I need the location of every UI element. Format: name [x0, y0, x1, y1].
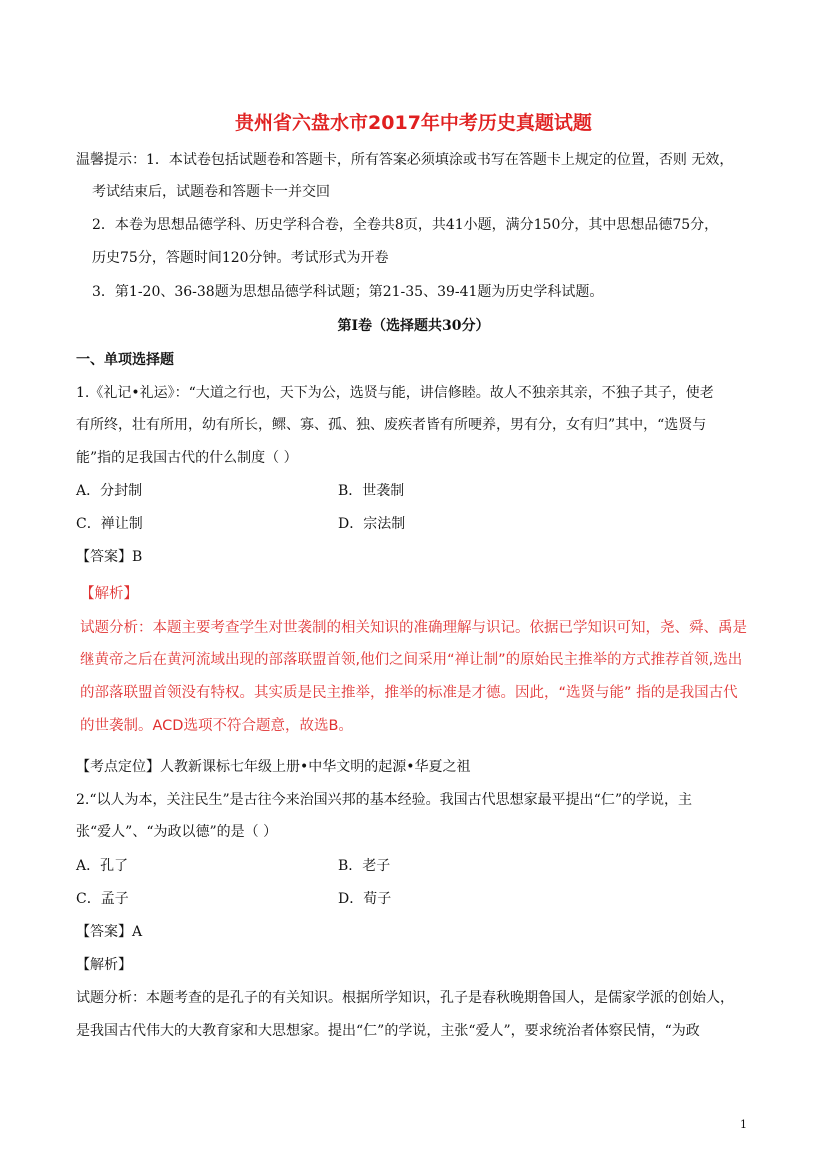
q1-option-a: A．分封制: [76, 483, 143, 499]
q2-stem-line-1: 2.“以人为本，关注民生”是古往今来治国兴邦的基本经验。我国古代思想家最平提出“仁”的学说，主: [76, 792, 692, 808]
q2-analysis-line-2: 是我国古代伟大的大教育家和大思想家。提出“仁”的学说，主张“爱人”，要求统治者体察民情，“为政: [76, 1023, 700, 1039]
q1-key-point: 【考点定位】人教新课标七年级上册•中华文明的起源•华夏之祖: [76, 759, 471, 775]
notice-line-5: 3．第1-20、36-38题为思想品德学科试题；第21-35、39-41题为历史学科试题。: [92, 284, 604, 300]
q2-option-c: C．孟子: [76, 891, 129, 907]
q1-analysis-line-4: 的世袭制。ACD选项不符合题意，故选B。: [80, 718, 353, 734]
q1-analysis-line-2: 继黄帝之后在黄河流域出现的部落联盟首领,他们之间采用“禅让制”的原始民主推举的方式推荐首领,选出: [80, 652, 743, 668]
document-title: 贵州省六盘水市2017年中考历史真题试题: [235, 112, 592, 134]
part-heading: 第I卷（选择题共30分）: [337, 318, 490, 334]
notice-line-1: 温馨提示：1．本试卷包括试题卷和答题卡，所有答案必须填涂或书写在答题卡上规定的位置，否则 无效，: [76, 152, 734, 168]
q1-option-d: D．宗法制: [338, 516, 406, 532]
q2-stem-line-2: 张“爱人”、“为政以德”的是（ ）: [76, 824, 278, 840]
page-number: 1: [740, 1118, 747, 1131]
q2-option-d: D．荀子: [338, 891, 392, 907]
notice-line-4: 历史75分，答题时间120分钟。考试形式为开卷: [92, 250, 389, 266]
q1-analysis-line-1: 试题分析：本题主要考查学生对世袭制的相关知识的准确理解与识记。依据已学知识可知，尧、舜、禹是: [80, 620, 747, 636]
q2-analysis-line-1: 试题分析：本题考查的是孔子的有关知识。根据所学知识，孔子是春秋晚期鲁国人，是儒家学派的创始人，: [76, 990, 734, 1006]
q1-analysis-label: 【解析】: [80, 586, 138, 602]
section-heading: 一、单项选择题: [76, 352, 174, 368]
q1-option-b: B．世袭制: [338, 483, 405, 499]
q2-option-a: A．孔了: [76, 858, 129, 874]
q1-stem-line-3: 能”指的足我国古代的什么制度（ ）: [76, 450, 298, 466]
q1-answer: 【答案】B: [76, 549, 143, 565]
q1-option-c: C．禅让制: [76, 516, 143, 532]
q2-answer: 【答案】A: [76, 924, 143, 940]
q1-stem-line-1: 1.《礼记•礼运》：“大道之行也，天下为公，选贤与能，讲信修睦。故人不独亲其亲，不独子其子，使老: [76, 385, 714, 401]
q1-stem-line-2: 有所终，壮有所用，幼有所长，鳏、寡、孤、独、废疾者皆有所哽养，男有分，女有归”其中，“选贤与: [76, 417, 707, 433]
notice-line-3: 2．本卷为思想品德学科、历史学科合卷，全卷共8页，共41小题，满分150分，其中思想品德75分，: [92, 217, 719, 233]
q2-analysis-label: 【解析】: [76, 957, 132, 973]
q1-analysis-line-3: 的部落联盟首领没有特权。其实质是民主推举，推举的标准是才德。因此，“选贤与能” 指的是我国古代: [80, 685, 738, 701]
q2-option-b: B．老子: [338, 858, 391, 874]
notice-line-2: 考试结束后，试题卷和答题卡一并交回: [92, 184, 330, 200]
